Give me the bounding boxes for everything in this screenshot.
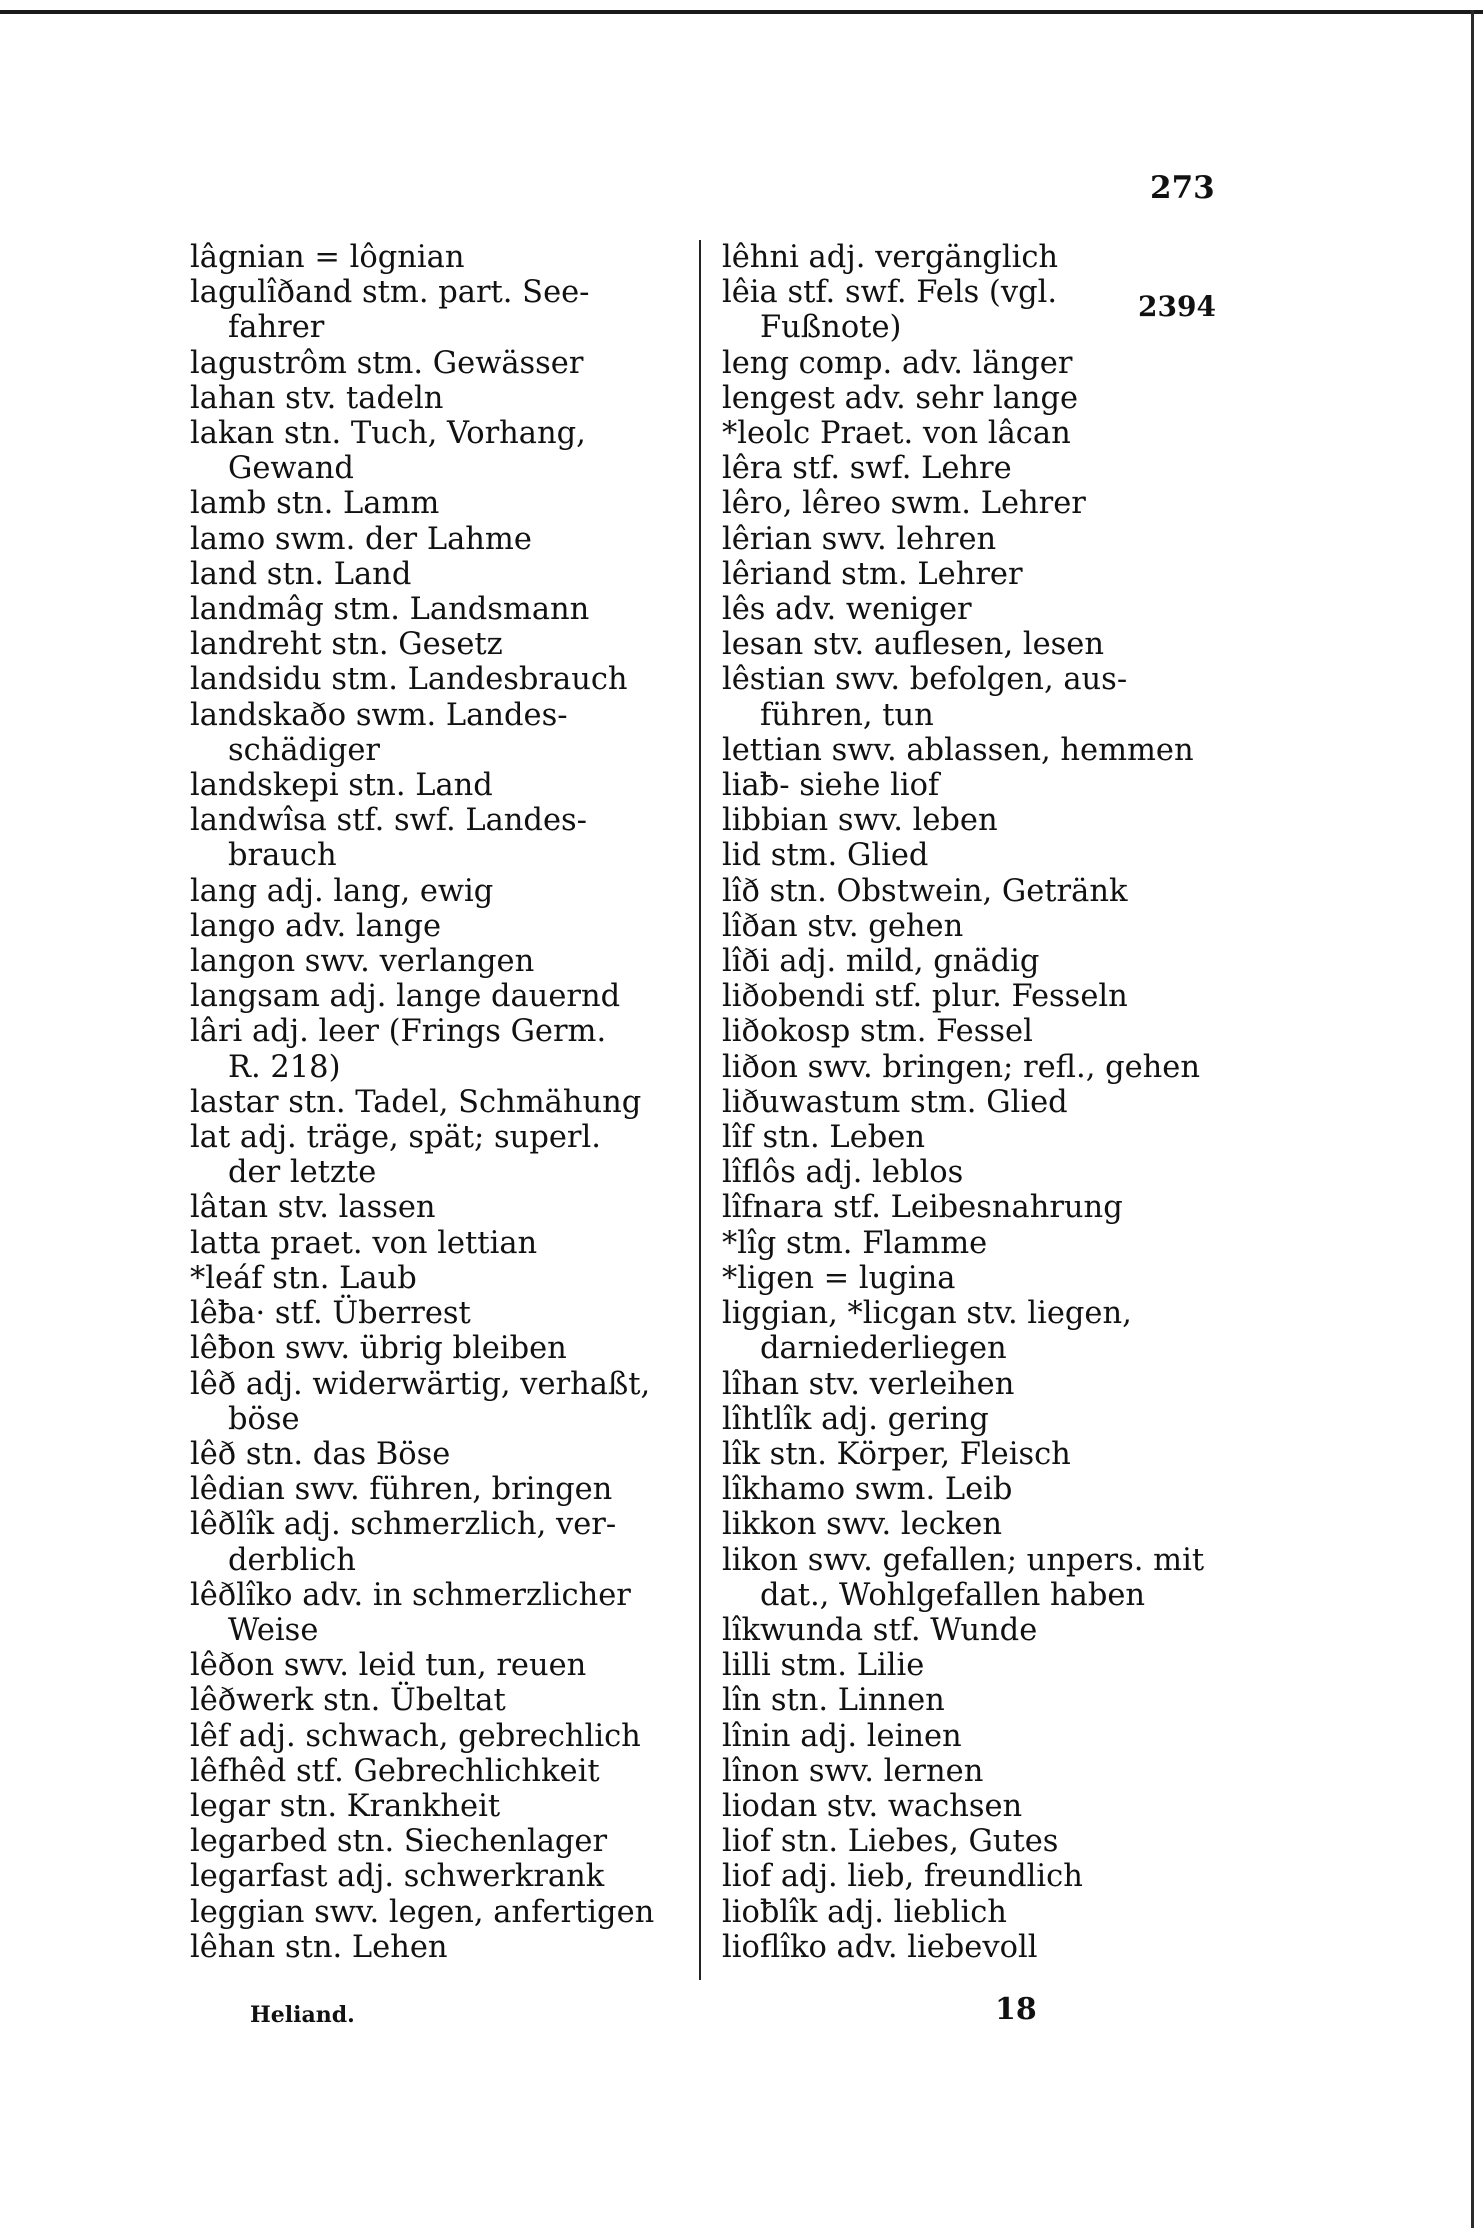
dictionary-line: lengest adv. sehr lange <box>722 380 1079 416</box>
page-edge-right <box>1471 10 1474 2228</box>
dictionary-line: liof adj. lieb, freundlich <box>722 1859 1083 1895</box>
dictionary-line: latta praet. von lettian <box>190 1225 538 1261</box>
dictionary-line: landskepi stn. Land <box>190 768 493 804</box>
left-column <box>190 240 685 1965</box>
dictionary-line: likkon swv. lecken <box>722 1507 1002 1543</box>
dictionary-line: lêrian swv. lehren <box>722 521 997 557</box>
dictionary-line: R. 218) <box>228 1049 341 1085</box>
dictionary-line: lêra stf. swf. Lehre <box>722 451 1012 487</box>
dictionary-line: lesan stv. auflesen, lesen <box>722 627 1104 663</box>
dictionary-line: liðuwastum stm. Glied <box>722 1084 1068 1120</box>
dictionary-line: lîflôs adj. leblos <box>722 1155 964 1191</box>
signature-number: 18 <box>995 1992 1037 2027</box>
right-column <box>722 240 1212 1965</box>
dictionary-line: legar stn. Krankheit <box>190 1788 501 1824</box>
dictionary-line: liof stn. Liebes, Gutes <box>722 1824 1059 1860</box>
dictionary-line: lêð adj. widerwärtig, verhaßt, <box>190 1366 651 1402</box>
dictionary-line: lîðan stv. gehen <box>722 908 964 944</box>
dictionary-line: lêðon swv. leid tun, reuen <box>190 1648 587 1684</box>
dictionary-line: brauch <box>228 838 337 874</box>
dictionary-line: liggian, *licgan stv. liegen, <box>722 1296 1132 1332</box>
dictionary-line: lagulîðand stm. part. See- <box>190 275 590 311</box>
dictionary-line: lâtan stv. lassen <box>190 1190 436 1226</box>
dictionary-line: lakan stn. Tuch, Vorhang, <box>190 416 586 452</box>
dictionary-line: langon swv. verlangen <box>190 944 535 980</box>
dictionary-line: landmâg stm. Landsmann <box>190 592 590 628</box>
dictionary-line: landreht stn. Gesetz <box>190 627 503 663</box>
dictionary-line: lioflîko adv. liebevoll <box>722 1929 1038 1965</box>
dictionary-line: lîf stn. Leben <box>722 1120 925 1156</box>
dictionary-line: lêdian swv. führen, bringen <box>190 1472 613 1508</box>
dictionary-line: Fußnote) <box>760 310 902 346</box>
dictionary-line: lîhtlîk adj. gering <box>722 1401 989 1437</box>
dictionary-line: lîfnara stf. Leibesnahrung <box>722 1190 1123 1226</box>
dictionary-line: *lîg stm. Flamme <box>722 1225 988 1261</box>
dictionary-line: Weise <box>228 1612 319 1648</box>
dictionary-line: führen, tun <box>760 697 934 733</box>
margin-reference-number: 2394 <box>1138 290 1216 323</box>
dictionary-line: lîði adj. mild, gnädig <box>722 944 1040 980</box>
dictionary-line: der letzte <box>228 1155 377 1191</box>
dictionary-line: land stn. Land <box>190 556 412 592</box>
dictionary-line: schädiger <box>228 732 380 768</box>
dictionary-line: lîð stn. Obstwein, Getränk <box>722 873 1128 909</box>
page-edge-top <box>0 10 1483 14</box>
dictionary-line: lamb stn. Lamm <box>190 486 440 522</box>
dictionary-line: libbian swv. leben <box>722 803 998 839</box>
dictionary-line: lêro, lêreo swm. Lehrer <box>722 486 1086 522</box>
dictionary-line: lîkwunda stf. Wunde <box>722 1612 1038 1648</box>
dictionary-line: *leolc Praet. von lâcan <box>722 416 1071 452</box>
dictionary-line: langsam adj. lange dauernd <box>190 979 621 1015</box>
dictionary-line: derblich <box>228 1542 356 1578</box>
dictionary-line: legarfast adj. schwerkrank <box>190 1859 605 1895</box>
dictionary-line: lilli stm. Lilie <box>722 1648 925 1684</box>
dictionary-line: lang adj. lang, ewig <box>190 873 494 909</box>
dictionary-line: liðon swv. bringen; refl., gehen <box>722 1049 1200 1085</box>
signature-mark: Heliand. <box>250 2002 355 2028</box>
dictionary-line: landsidu stm. Landesbrauch <box>190 662 628 698</box>
dictionary-line: lês adv. weniger <box>722 592 972 628</box>
dictionary-line: lîkhamo swm. Leib <box>722 1472 1013 1508</box>
column-divider <box>699 240 701 1980</box>
dictionary-line: Gewand <box>228 451 354 487</box>
page-number: 273 <box>1150 170 1215 206</box>
dictionary-line: *ligen = lugina <box>722 1260 956 1296</box>
dictionary-line: lêhni adj. vergänglich <box>722 240 1059 275</box>
dictionary-line: lâri adj. leer (Frings Germ. <box>190 1014 607 1050</box>
dictionary-line: *leáf stn. Laub <box>190 1260 417 1296</box>
dictionary-line: lêð stn. das Böse <box>190 1436 451 1472</box>
dictionary-line: lêfhêd stf. Gebrechlichkeit <box>190 1753 600 1789</box>
dictionary-line: lastar stn. Tadel, Schmähung <box>190 1084 642 1120</box>
dictionary-line: lînon swv. lernen <box>722 1753 984 1789</box>
dictionary-line: lahan stv. tadeln <box>190 380 444 416</box>
dictionary-line: dat., Wohlgefallen haben <box>760 1577 1146 1613</box>
dictionary-line: lêriand stm. Lehrer <box>722 556 1023 592</box>
dictionary-line: lagustrôm stm. Gewässer <box>190 345 584 381</box>
dictionary-line: lêf adj. schwach, gebrechlich <box>190 1718 641 1754</box>
dictionary-line: liodan stv. wachsen <box>722 1788 1023 1824</box>
dictionary-line: legarbed stn. Siechenlager <box>190 1824 608 1860</box>
dictionary-line: lâgnian = lôgnian <box>190 240 465 275</box>
dictionary-line: lettian swv. ablassen, hemmen <box>722 732 1194 768</box>
dictionary-line: lîhan stv. verleihen <box>722 1366 1015 1402</box>
dictionary-line: lêƀon swv. übrig bleiben <box>190 1331 567 1367</box>
dictionary-line: liðobendi stf. plur. Fesseln <box>722 979 1128 1015</box>
dictionary-line: landwîsa stf. swf. Landes- <box>190 803 587 839</box>
dictionary-line: lînin adj. leinen <box>722 1718 962 1754</box>
dictionary-line: lîn stn. Linnen <box>722 1683 945 1719</box>
dictionary-line: böse <box>228 1401 300 1437</box>
dictionary-line: fahrer <box>228 310 325 346</box>
dictionary-line: lango adv. lange <box>190 908 442 944</box>
dictionary-line: darniederliegen <box>760 1331 1007 1367</box>
dictionary-line: lat adj. träge, spät; superl. <box>190 1120 601 1156</box>
dictionary-line: lêia stf. swf. Fels (vgl. <box>722 275 1058 311</box>
dictionary-line: lêðlîko adv. in schmerzlicher <box>190 1577 631 1613</box>
dictionary-line: liaƀ- siehe liof <box>722 768 940 804</box>
dictionary-line: liðokosp stm. Fessel <box>722 1014 1033 1050</box>
dictionary-line: lîk stn. Körper, Fleisch <box>722 1436 1071 1472</box>
dictionary-line: lid stm. Glied <box>722 838 929 874</box>
dictionary-line: lêðlîk adj. schmerzlich, ver- <box>190 1507 617 1543</box>
dictionary-line: leggian swv. legen, anfertigen <box>190 1894 655 1930</box>
dictionary-line: lioƀlîk adj. lieblich <box>722 1894 1007 1930</box>
dictionary-line: lêstian swv. befolgen, aus- <box>722 662 1128 698</box>
dictionary-line: lêhan stn. Lehen <box>190 1929 448 1965</box>
dictionary-line: lêðwerk stn. Übeltat <box>190 1683 506 1719</box>
dictionary-line: landskaðo swm. Landes- <box>190 697 568 733</box>
dictionary-line: lamo swm. der Lahme <box>190 521 532 557</box>
dictionary-line: lêƀa· stf. Überrest <box>190 1296 471 1332</box>
dictionary-line: leng comp. adv. länger <box>722 345 1073 381</box>
dictionary-line: likon swv. gefallen; unpers. mit <box>722 1542 1205 1578</box>
